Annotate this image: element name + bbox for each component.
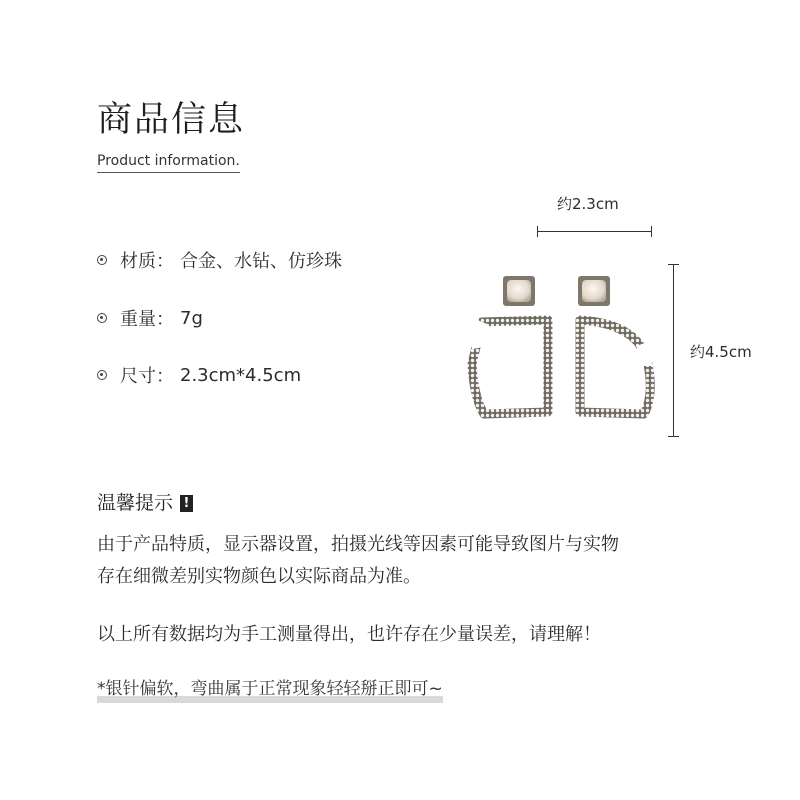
- width-dimension-label: 约2.3cm: [557, 195, 619, 213]
- circle-bullet-icon: [97, 370, 107, 380]
- width-dimension-tick-right: [651, 226, 652, 237]
- width-dimension-line: [537, 231, 652, 232]
- spec-label: 尺 寸：: [120, 366, 174, 387]
- tips-paragraph-1-line-1: 由于产品特质，显示器设置，拍摄光线等因素可能导致图片与实物: [97, 534, 619, 555]
- right-pearl-icon: [582, 280, 606, 302]
- spec-value: 2.3cm*4.5cm: [180, 364, 302, 386]
- spec-row-size: [97, 362, 301, 388]
- left-d-gap: [478, 322, 483, 348]
- left-pearl-icon: [507, 280, 531, 302]
- spec-row-weight: [97, 305, 203, 331]
- circle-bullet-icon: [97, 255, 107, 265]
- spec-label: 材 质：: [120, 251, 174, 272]
- right-earring: [578, 276, 650, 414]
- height-dimension-tick-top: [668, 264, 679, 265]
- tips-note: *银针偏软，弯曲属于正常现象轻轻掰正即可~: [97, 679, 443, 699]
- subtitle-underline: [97, 172, 240, 173]
- spec-row-material: [97, 247, 342, 273]
- right-d-shape: [580, 320, 650, 414]
- tips-title: 温馨提示 !: [97, 490, 193, 516]
- page-subtitle: Product information.: [97, 153, 240, 169]
- page-title: 商品信息: [97, 100, 246, 140]
- height-dimension-label: 约4.5cm: [690, 343, 752, 361]
- exclamation-icon: !: [180, 495, 193, 512]
- width-dimension-tick-left: [537, 226, 538, 237]
- height-dimension-line: [673, 264, 674, 437]
- tips-paragraph-1-line-2: 存在细微差别实物颜色以实际商品为准。: [97, 566, 421, 587]
- right-d-gap: [642, 344, 646, 366]
- height-dimension-tick-bottom: [668, 436, 679, 437]
- left-earring: [472, 276, 548, 414]
- spec-value: 合金、水钻、仿珍珠: [180, 251, 342, 272]
- circle-bullet-icon: [97, 313, 107, 323]
- tips-paragraph-2: 以上所有数据均为手工测量得出，也许存在少量误差，请理解！: [97, 624, 601, 645]
- spec-value: 7g: [180, 307, 203, 329]
- earrings-illustration: [460, 268, 660, 428]
- spec-label: 重 量：: [120, 309, 174, 330]
